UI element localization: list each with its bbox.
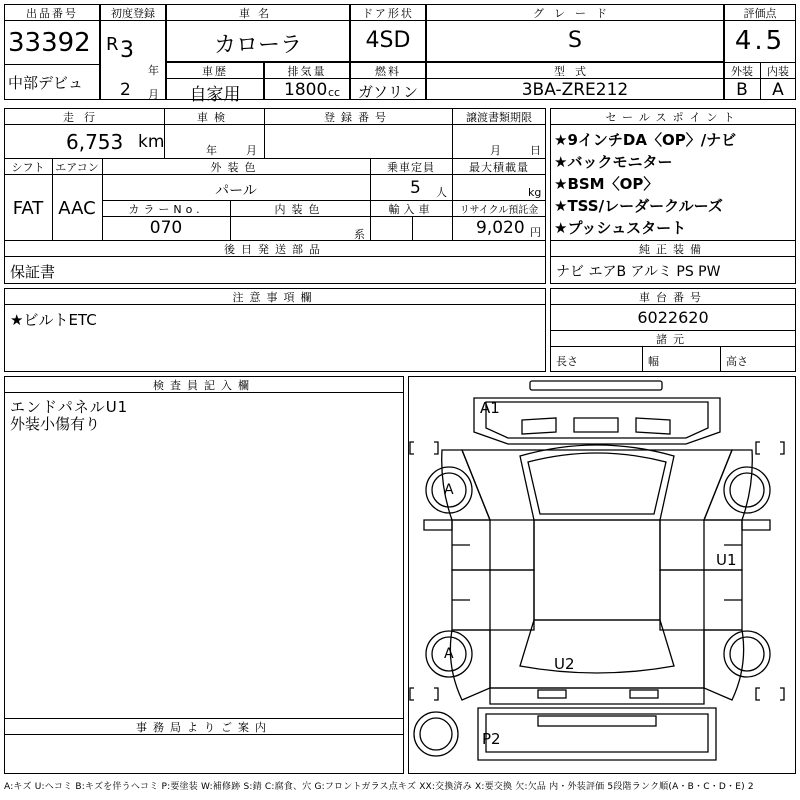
legend-footer: A:キズ U:ヘコミ B:キズを伴うヘコミ P:要塗装 W:補修跡 S:錆 C:腐食、穴 G:フロントガラス点キズ XX:交換済み X:要交換 欠:欠品 内・外装評価 5段階ランク順(A・B・C・D・E) 2 (4, 782, 754, 792)
damage-mark-u1: U1 (716, 551, 737, 569)
chassis-header: 車台番号 (639, 291, 707, 304)
sales-points-header: セールスポイント (605, 111, 741, 124)
mileage-unit: km (138, 132, 165, 152)
first-reg-header: 初度登録 (111, 7, 155, 20)
year-unit: 年 (148, 64, 159, 77)
fuel-value: ガソリン (357, 83, 418, 101)
fuel-header: 燃料 (375, 65, 401, 78)
car-name-value: カローラ (213, 33, 302, 58)
score-header: 評価点 (743, 7, 777, 20)
damage-mark-wheel-rear-left: A (444, 646, 454, 662)
grade-value: S (568, 28, 582, 53)
color-no-value: 070 (149, 218, 183, 238)
ext-color-header: 外装色 (210, 161, 262, 174)
recycle-unit: 円 (530, 226, 541, 239)
inspection-month-unit: 月 (246, 144, 257, 157)
model-code-header: 型式 (554, 65, 596, 78)
doc-day-unit: 日 (530, 144, 541, 157)
month-unit: 月 (148, 88, 159, 101)
model-code-value: 3BA-ZRE212 (521, 80, 629, 100)
mileage-value: 6,753 (66, 130, 124, 154)
width-label: 幅 (648, 355, 659, 368)
height-label: 高さ (726, 355, 748, 368)
interior-header: 内装 (767, 65, 789, 78)
shift-header: シフト (11, 161, 45, 174)
sales-point-3: ★BSM〈OP〉 (554, 175, 659, 193)
interior-value: A (772, 80, 784, 100)
damage-diagram (408, 376, 796, 774)
later-parts-value: 保証書 (10, 263, 56, 281)
damage-mark-p2: P2 (482, 730, 501, 748)
score-value: 4.5 (734, 26, 786, 56)
damage-mark-u2: U2 (554, 655, 575, 673)
length-label: 長さ (556, 355, 578, 368)
sales-point-1: ★9インチDA〈OP〉/ナビ (554, 131, 737, 149)
displacement-value: 1800 (284, 80, 328, 100)
lot-no-value: 33392 (8, 28, 91, 58)
notes-value: ★ビルトETC (10, 311, 97, 329)
shift-value: FAT (12, 198, 44, 219)
exterior-value: B (736, 80, 748, 100)
recycle-header: リサイクル預託金 (459, 205, 539, 216)
color-no-header: カラーNo. (128, 203, 204, 216)
lot-no-header: 出品番号 (26, 7, 78, 20)
displacement-header: 排気量 (287, 65, 327, 78)
ext-color-value: パール (215, 183, 257, 199)
grade-header: グレード (533, 7, 617, 20)
capacity-unit: 人 (436, 186, 447, 199)
inspector-block (4, 376, 404, 774)
exterior-header: 外装 (731, 65, 753, 78)
mileage-header: 走行 (63, 111, 105, 124)
inspection-year-unit: 年 (206, 144, 217, 157)
specs-header: 諸元 (656, 333, 690, 346)
inspector-line-2: 外装小傷有り (10, 415, 101, 433)
aircon-header: エアコン (55, 161, 99, 174)
max-load-unit: kg (528, 186, 542, 199)
inspector-header: 検査員記入欄 (153, 379, 255, 392)
aircon-value: AAC (58, 198, 96, 219)
capacity-header: 乗車定員 (387, 161, 435, 174)
era-value: R (106, 34, 119, 55)
history-value: 自家用 (189, 85, 241, 105)
car-name-header: 車名 (239, 7, 277, 20)
reg-month-value: 2 (120, 80, 131, 100)
import-header: 輸入車 (388, 203, 434, 216)
damage-mark-a1: A1 (480, 399, 500, 417)
inspection-header: 車検 (197, 111, 231, 124)
equipment-header: 純正装備 (639, 243, 707, 256)
capacity-value: 5 (410, 178, 421, 198)
damage-mark-wheel-front-left: A (444, 482, 454, 498)
int-color-unit: 系 (354, 228, 365, 241)
history-header: 車歴 (202, 65, 228, 78)
later-parts-header: 後日発送部品 (224, 243, 326, 256)
notes-header: 注意事項欄 (232, 291, 318, 304)
max-load-header: 最大積載量 (469, 161, 529, 174)
door-type-header: ドア形状 (362, 7, 414, 20)
sales-point-2: ★バックモニター (554, 153, 673, 171)
equipment-value: ナビ エアB アルミ PS PW (556, 264, 721, 280)
door-type-value: 4SD (365, 28, 411, 53)
office-header: 事務局よりご案内 (136, 721, 272, 734)
doc-deadline-header: 譲渡書類期限 (466, 111, 532, 124)
displacement-unit: cc (328, 86, 341, 99)
sales-point-5: ★プッシュスタート (554, 219, 687, 237)
chassis-value: 6022620 (637, 308, 709, 327)
sales-point-4: ★TSS/レーダークルーズ (554, 197, 723, 215)
inspector-line-1: エンドパネルU1 (10, 398, 129, 416)
doc-month-unit: 月 (490, 144, 501, 157)
venue-label: 中部デビュ (8, 74, 84, 92)
reg-no-header: 登録番号 (324, 111, 392, 124)
recycle-value: 9,020 (476, 218, 525, 238)
int-color-header: 内装色 (274, 203, 326, 216)
reg-year-value: 3 (120, 38, 134, 63)
